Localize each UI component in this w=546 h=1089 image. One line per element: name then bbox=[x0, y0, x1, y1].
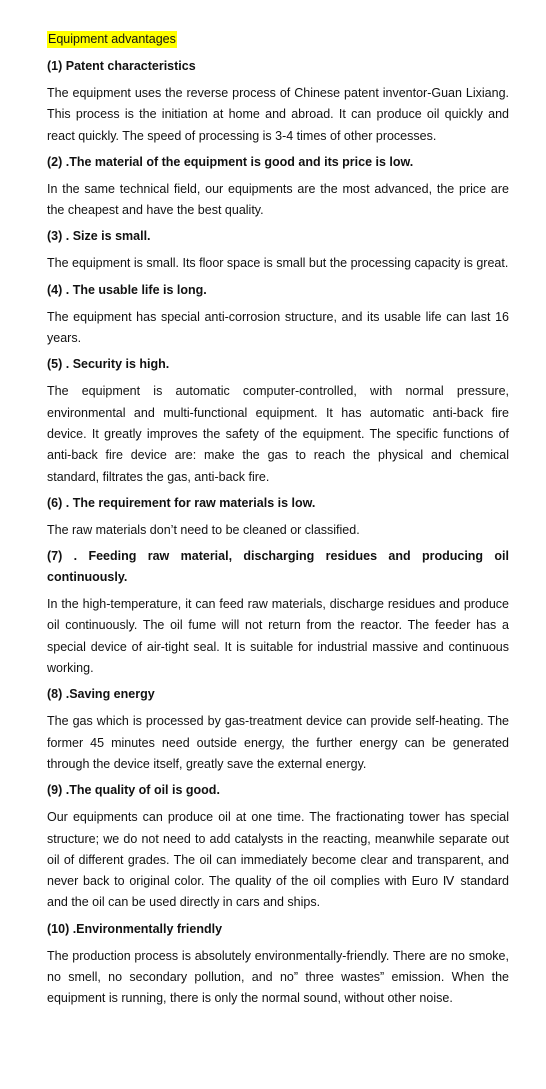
section-usable-life bbox=[47, 280, 509, 350]
section-heading: (9) .The quality of oil is good. bbox=[47, 783, 220, 798]
section-body: Our equipments can produce oil at one time. The fractionating tower has special structure; we do not need to add catalysts in the reacting, meanwhile separate out oil of different grades. The oil can immediately become clear and transparent, and never back to original color. The quality of the oil complies with Euro Ⅳ standard and the oil can be used directly in cars and ships. bbox=[47, 810, 509, 910]
section-heading: (6) . The requirement for raw materials is low. bbox=[47, 495, 316, 510]
section-heading: (4) . The usable life is long. bbox=[47, 282, 207, 297]
section-security bbox=[47, 354, 509, 487]
section-heading: (7) . Feeding raw material, discharging residues and producing oil continuously. bbox=[47, 549, 509, 585]
document-page bbox=[47, 30, 509, 1015]
section-environmentally-friendly bbox=[47, 919, 509, 1010]
section-oil-quality bbox=[47, 780, 509, 913]
section-body: The production process is absolutely environmentally-friendly. There are no smoke, no smell, no secondary pollution, and no” three wastes” emission. When the equipment is running, there is only the normal sound, without other noise. bbox=[47, 948, 509, 1006]
section-body: The equipment uses the reverse process of Chinese patent inventor-Guan Lixiang. This process is the initiation at home and abroad. It can produce oil quickly and react quickly. The speed of processing is 3-4 times of other processes. bbox=[47, 86, 509, 143]
section-continuous-feeding bbox=[47, 546, 509, 679]
section-body: In the high-temperature, it can feed raw materials, discharge residues and produce oil continuously. The oil fume will not return from the reactor. The feeder has a special device of air-tight seal. It is suitable for industrial massive and continuous working. bbox=[47, 597, 509, 676]
section-body: The raw materials don’t need to be cleaned or classified. bbox=[47, 522, 360, 537]
section-body: The gas which is processed by gas-treatment device can provide self-heating. The former 45 minutes need outside energy, the further energy can be generated through the device itself, greatly save the external energy. bbox=[47, 714, 509, 771]
section-body: The equipment is small. Its floor space is small but the processing capacity is great. bbox=[47, 256, 509, 271]
section-material-price bbox=[47, 152, 509, 222]
section-body: In the same technical field, our equipments are the most advanced, the price are the cheapest and have the best quality. bbox=[47, 181, 509, 218]
section-heading: (1) Patent characteristics bbox=[47, 59, 196, 73]
section-size bbox=[47, 226, 509, 274]
section-heading: (10) .Environmentally friendly bbox=[47, 921, 223, 936]
page-title: Equipment advantages bbox=[48, 32, 176, 46]
section-heading: (5) . Security is high. bbox=[47, 357, 170, 372]
section-heading: (8) .Saving energy bbox=[47, 687, 155, 702]
section-patent bbox=[47, 56, 509, 147]
section-body: The equipment has special anti-corrosion structure, and its usable life can last 16 years. bbox=[47, 309, 509, 346]
section-body: The equipment is automatic computer-controlled, with normal pressure, environmental and multi-functional equipment. It has automatic anti-back fire device. It greatly improves the safety of the equipment. The specific functions of anti-back fire device are: make the gas to reach the physical and chemical standard, filtrates the gas, anti-back fire. bbox=[47, 384, 509, 484]
section-heading: (3) . Size is small. bbox=[47, 229, 151, 244]
section-saving-energy bbox=[47, 684, 509, 775]
section-heading: (2) .The material of the equipment is good and its price is low. bbox=[47, 154, 414, 169]
section-raw-materials bbox=[47, 493, 509, 541]
